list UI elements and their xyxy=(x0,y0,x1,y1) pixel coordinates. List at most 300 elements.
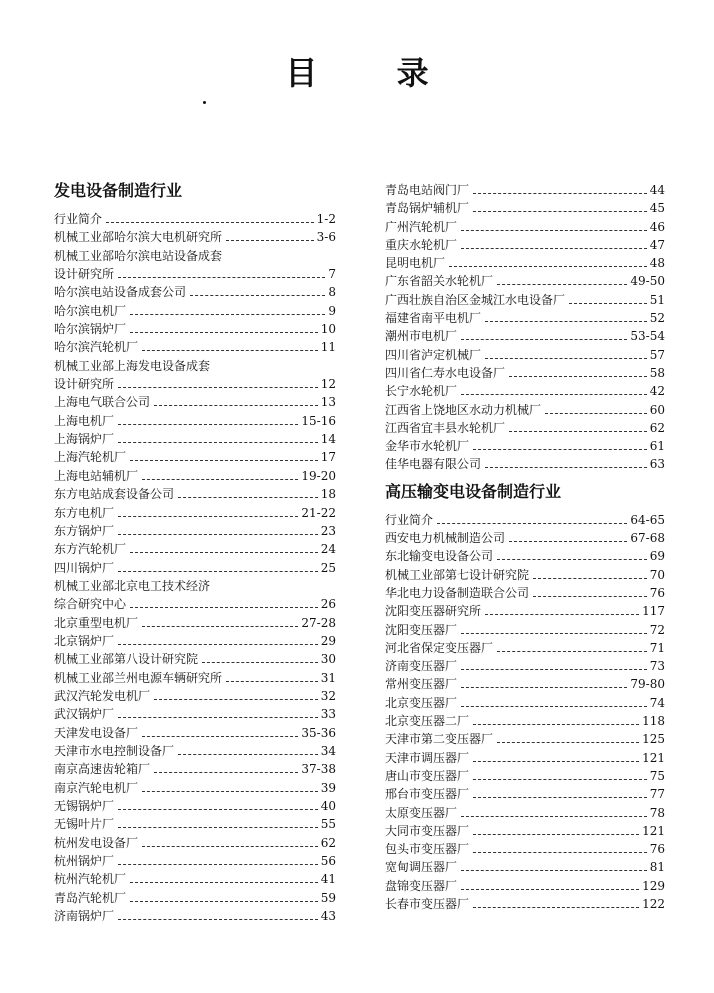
toc-right-column xyxy=(385,181,665,913)
toc-entry-page: 31 xyxy=(320,670,336,685)
toc-entry-page: 73 xyxy=(649,659,665,674)
dot-leader xyxy=(473,852,647,853)
toc-entry xyxy=(385,712,665,730)
toc-entry xyxy=(385,694,665,712)
toc-entry-name: 广西壮族自治区金城江水电设备厂 xyxy=(385,292,566,307)
toc-entry xyxy=(385,621,665,639)
toc-entry xyxy=(385,877,665,895)
dot-leader xyxy=(178,754,318,755)
toc-entry-name: 武汉锅炉厂 xyxy=(54,707,115,722)
toc-entry-name: 行业简介 xyxy=(385,512,434,527)
toc-entry-name: 四川锅炉厂 xyxy=(54,560,115,575)
toc-entry-page: 39 xyxy=(320,780,336,795)
dot-leader xyxy=(178,497,318,498)
toc-entry xyxy=(54,724,336,742)
dot-leader xyxy=(473,779,647,780)
toc-entry-page: 8 xyxy=(328,285,336,300)
toc-entry-name: 东方电站成套设备公司 xyxy=(54,487,175,502)
toc-entry-page: 37-38 xyxy=(301,762,336,777)
dot-leader xyxy=(190,295,325,296)
toc-entry-page: 125 xyxy=(642,732,665,747)
toc-entry-name: 沈阳变压器研究所 xyxy=(385,604,482,619)
dot-leader xyxy=(473,907,639,908)
toc-entry xyxy=(54,614,336,632)
toc-entry xyxy=(54,228,336,246)
dot-leader xyxy=(533,578,647,579)
toc-entry-page: 11 xyxy=(320,340,336,355)
toc-entry-name: 长春市变压器厂 xyxy=(385,896,470,911)
toc-entry-name: 江西省上饶地区水动力机械厂 xyxy=(385,402,542,417)
toc-entry-page: 61 xyxy=(649,439,665,454)
toc-entry xyxy=(54,577,336,595)
toc-entry-page: 58 xyxy=(649,365,665,380)
toc-entry-page: 24 xyxy=(320,542,336,557)
toc-entry-page: 121 xyxy=(642,750,665,765)
toc-entry xyxy=(54,834,336,852)
toc-entry xyxy=(54,870,336,888)
dot-leader xyxy=(118,809,318,810)
toc-entry-name: 金华市水轮机厂 xyxy=(385,439,470,454)
toc-entry-page: 118 xyxy=(642,714,665,729)
toc-entry xyxy=(54,210,336,228)
toc-entry-name: 天津市第二变压器厂 xyxy=(385,732,494,747)
dot-leader xyxy=(142,626,298,627)
dot-leader xyxy=(449,266,647,267)
toc-entry-name: 华北电力设备制造联合公司 xyxy=(385,585,530,600)
toc-entry-name: 杭州发电设备厂 xyxy=(54,835,139,850)
toc-entry xyxy=(54,320,336,338)
dot-leader xyxy=(461,669,647,670)
toc-entry-page: 121 xyxy=(642,823,665,838)
toc-entry-page: 62 xyxy=(649,420,665,435)
toc-entry-page: 71 xyxy=(649,640,665,655)
toc-entry-name: 广州汽轮机厂 xyxy=(385,219,458,234)
toc-entry-page: 79-80 xyxy=(630,677,665,692)
toc-entry xyxy=(385,218,665,236)
toc-entry xyxy=(385,785,665,803)
toc-entry-page: 21-22 xyxy=(301,505,336,520)
toc-entry-page: 76 xyxy=(649,585,665,600)
toc-entry-name: 常州变压器厂 xyxy=(385,677,458,692)
dot-leader xyxy=(118,516,298,517)
toc-entry xyxy=(54,889,336,907)
toc-entry xyxy=(385,529,665,547)
toc-entry-name: 宽甸调压器厂 xyxy=(385,860,458,875)
toc-entry-page: 64-65 xyxy=(630,512,665,527)
dot-leader xyxy=(473,211,647,212)
toc-entry-page: 32 xyxy=(320,688,336,703)
dot-leader xyxy=(130,882,318,883)
toc-entry xyxy=(385,437,665,455)
dot-leader xyxy=(118,644,318,645)
toc-entry xyxy=(54,375,336,393)
dot-leader xyxy=(497,559,647,560)
toc-entry-page: 74 xyxy=(649,695,665,710)
toc-entry xyxy=(54,393,336,411)
toc-entry xyxy=(54,357,336,375)
toc-entry-page: 1-2 xyxy=(316,212,336,226)
toc-entry-name: 江西省宜丰县水轮机厂 xyxy=(385,420,506,435)
toc-entry xyxy=(54,595,336,613)
dot-leader xyxy=(461,248,647,249)
dot-leader xyxy=(473,449,647,450)
toc-entry-name: 无锡锅炉厂 xyxy=(54,799,115,813)
toc-entry-name: 杭州汽轮机厂 xyxy=(54,872,127,887)
dot-leader xyxy=(118,571,318,572)
toc-entry-page: 7 xyxy=(328,267,336,282)
section-heading-power-generation: 发电设备制造行业 xyxy=(54,181,183,200)
toc-entry-name: 北京变压器厂 xyxy=(385,695,458,710)
toc-entry-page: 69 xyxy=(649,549,665,564)
toc-list-transmission xyxy=(385,511,665,914)
toc-entry xyxy=(54,338,336,356)
toc-entry-name: 四川省仁寿水电设备厂 xyxy=(385,365,506,380)
toc-entry xyxy=(54,815,336,833)
dot-leader xyxy=(461,816,647,817)
toc-entry xyxy=(385,657,665,675)
toc-entry xyxy=(54,412,336,430)
toc-entry-page: 63 xyxy=(649,457,665,472)
dot-leader xyxy=(497,284,627,285)
toc-entry xyxy=(385,639,665,657)
toc-entry xyxy=(54,779,336,797)
toc-entry-page: 18 xyxy=(320,487,336,502)
toc-entry xyxy=(54,540,336,558)
dot-leader xyxy=(130,332,318,333)
toc-entry xyxy=(54,283,336,301)
dot-leader xyxy=(142,350,318,351)
toc-entry-name: 昆明电机厂 xyxy=(385,256,446,271)
toc-entry-page: 55 xyxy=(320,817,336,832)
toc-entry-name: 佳华电器有限公司 xyxy=(385,457,482,472)
toc-entry-page: 40 xyxy=(320,799,336,813)
dot-leader xyxy=(473,797,647,798)
toc-entry-name: 天津市调压器厂 xyxy=(385,750,470,765)
toc-entry xyxy=(54,687,336,705)
toc-left-column xyxy=(54,180,336,925)
dot-leader xyxy=(485,358,647,359)
dot-leader xyxy=(461,870,647,871)
toc-entry-page: 122 xyxy=(642,896,665,911)
toc-entry-page: 57 xyxy=(649,347,665,362)
toc-entry-page: 27-28 xyxy=(301,615,336,630)
toc-entry-page: 26 xyxy=(320,597,336,612)
dot-leader xyxy=(118,827,318,828)
toc-entry xyxy=(54,742,336,760)
toc-entry-page: 10 xyxy=(320,322,336,337)
toc-entry-name: 东方锅炉厂 xyxy=(54,523,115,538)
dot-leader xyxy=(130,460,318,461)
toc-entry-page: 77 xyxy=(649,787,665,802)
toc-entry-name: 哈尔滨电机厂 xyxy=(54,303,127,318)
toc-entry-name: 上海电站辅机厂 xyxy=(54,468,139,483)
toc-entry xyxy=(385,511,665,529)
dot-leader xyxy=(461,889,639,890)
toc-entry-page: 29 xyxy=(320,633,336,648)
toc-entry-name: 上海锅炉厂 xyxy=(54,432,115,447)
toc-list-power-generation-continued xyxy=(385,181,665,474)
toc-entry-page: 47 xyxy=(649,237,665,252)
dot-leader xyxy=(118,424,298,425)
toc-entry-name: 邢台市变压器厂 xyxy=(385,787,470,802)
toc-entry xyxy=(385,840,665,858)
dot-leader xyxy=(473,724,639,725)
dot-leader xyxy=(130,901,318,902)
toc-entry-name: 广东省韶关水轮机厂 xyxy=(385,274,494,289)
toc-entry xyxy=(385,254,665,272)
toc-entry xyxy=(54,705,336,723)
dot-leader xyxy=(118,864,318,865)
toc-entry-page: 19-20 xyxy=(301,468,336,483)
dot-leader xyxy=(461,339,627,340)
toc-entry-name: 天津发电设备厂 xyxy=(54,725,139,740)
toc-entry-name: 南京高速齿轮箱厂 xyxy=(54,762,151,777)
toc-entry-name: 综合研究中心 xyxy=(54,597,127,612)
toc-entry-page: 12 xyxy=(320,377,336,392)
toc-entry xyxy=(385,602,665,620)
toc-entry-page: 60 xyxy=(649,402,665,417)
dot-leader xyxy=(485,321,647,322)
toc-entry xyxy=(385,566,665,584)
toc-entry-page: 72 xyxy=(649,622,665,637)
toc-entry-name: 机械工业部哈尔滨电站设备成套 xyxy=(54,248,223,263)
toc-entry xyxy=(54,430,336,448)
toc-entry-page: 34 xyxy=(320,743,336,758)
toc-entry xyxy=(54,504,336,522)
toc-entry-page: 30 xyxy=(320,652,336,667)
toc-entry xyxy=(54,669,336,687)
toc-entry xyxy=(54,852,336,870)
toc-entry-page: 33 xyxy=(320,707,336,722)
ink-dot xyxy=(203,101,206,104)
toc-entry-name: 河北省保定变压器厂 xyxy=(385,640,494,655)
dot-leader xyxy=(226,681,318,682)
dot-leader xyxy=(509,431,647,432)
dot-leader xyxy=(497,651,647,652)
toc-entry-name: 机械工业部上海发电设备成套 xyxy=(54,358,211,373)
toc-entry-page: 9 xyxy=(328,303,336,318)
toc-entry xyxy=(385,675,665,693)
toc-entry xyxy=(385,455,665,473)
dot-leader xyxy=(106,222,314,223)
toc-entry-name: 盘锦变压器厂 xyxy=(385,878,458,893)
toc-entry-name: 太原变压器厂 xyxy=(385,805,458,820)
toc-entry-name: 设计研究所 xyxy=(54,377,115,392)
toc-entry xyxy=(385,382,665,400)
toc-entry-page: 76 xyxy=(649,842,665,857)
toc-entry xyxy=(54,559,336,577)
toc-entry xyxy=(385,767,665,785)
toc-entry-page: 3-6 xyxy=(316,230,336,245)
toc-entry-page: 81 xyxy=(649,860,665,875)
toc-list-power-generation xyxy=(54,210,336,925)
toc-entry xyxy=(385,419,665,437)
toc-entry-name: 东方电机厂 xyxy=(54,505,115,520)
dot-leader xyxy=(545,413,647,414)
toc-entry xyxy=(385,346,665,364)
toc-entry-name: 机械工业部北京电工技术经济 xyxy=(54,578,211,593)
dot-leader xyxy=(497,742,639,743)
toc-entry xyxy=(385,858,665,876)
toc-entry-name: 青岛电站阀门厂 xyxy=(385,183,470,197)
dot-leader xyxy=(202,662,318,663)
toc-entry-name: 北京变压器二厂 xyxy=(385,714,470,729)
dot-leader xyxy=(509,376,647,377)
toc-entry-page: 49-50 xyxy=(630,274,665,289)
dot-leader xyxy=(142,846,318,847)
toc-entry-name: 行业简介 xyxy=(54,212,103,226)
toc-entry-name: 上海汽轮机厂 xyxy=(54,450,127,465)
dot-leader xyxy=(533,596,647,597)
dot-leader xyxy=(226,240,314,241)
toc-entry xyxy=(54,448,336,466)
dot-leader xyxy=(461,633,647,634)
toc-entry-name: 包头市变压器厂 xyxy=(385,842,470,857)
toc-entry xyxy=(54,265,336,283)
dot-leader xyxy=(130,552,318,553)
toc-entry xyxy=(54,632,336,650)
toc-entry xyxy=(385,547,665,565)
toc-entry-page: 23 xyxy=(320,523,336,538)
toc-entry-name: 杭州锅炉厂 xyxy=(54,854,115,869)
toc-entry-name: 哈尔滨电站设备成套公司 xyxy=(54,285,187,300)
toc-entry xyxy=(385,309,665,327)
toc-entry-name: 哈尔滨汽轮机厂 xyxy=(54,340,139,355)
toc-entry-name: 青岛汽轮机厂 xyxy=(54,890,127,905)
toc-entry xyxy=(385,584,665,602)
toc-entry-page: 117 xyxy=(642,604,665,619)
toc-entry-name: 大同市变压器厂 xyxy=(385,823,470,838)
dot-leader xyxy=(485,614,639,615)
toc-entry-name: 重庆水轮机厂 xyxy=(385,237,458,252)
toc-entry xyxy=(385,895,665,913)
toc-entry-page: 62 xyxy=(320,835,336,850)
toc-entry xyxy=(385,730,665,748)
dot-leader xyxy=(118,717,318,718)
dot-leader xyxy=(142,736,298,737)
dot-leader xyxy=(118,387,318,388)
toc-entry xyxy=(385,822,665,840)
dot-leader xyxy=(509,541,627,542)
toc-entry xyxy=(54,522,336,540)
toc-entry-name: 武汉汽轮发电机厂 xyxy=(54,688,151,703)
toc-entry-name: 机械工业部兰州电源车辆研究所 xyxy=(54,670,223,685)
toc-entry-page: 45 xyxy=(649,201,665,216)
toc-entry-page: 35-36 xyxy=(301,725,336,740)
toc-entry-name: 沈阳变压器厂 xyxy=(385,622,458,637)
toc-entry-name: 机械工业部第八设计研究院 xyxy=(54,652,199,667)
toc-entry-page: 41 xyxy=(320,872,336,887)
toc-entry xyxy=(54,302,336,320)
toc-entry xyxy=(385,401,665,419)
toc-entry-name: 机械工业部第七设计研究院 xyxy=(385,567,530,582)
dot-leader xyxy=(473,761,639,762)
toc-entry-page: 78 xyxy=(649,805,665,820)
toc-entry xyxy=(54,907,336,925)
toc-entry-name: 设计研究所 xyxy=(54,267,115,282)
toc-entry-name: 上海电机厂 xyxy=(54,413,115,428)
dot-leader xyxy=(154,699,318,700)
toc-entry-name: 四川省泸定机械厂 xyxy=(385,347,482,362)
dot-leader xyxy=(118,919,318,920)
toc-entry xyxy=(385,804,665,822)
toc-entry-name: 唐山市变压器厂 xyxy=(385,768,470,783)
toc-entry-page: 59 xyxy=(320,890,336,905)
toc-entry-page: 56 xyxy=(320,854,336,869)
toc-entry xyxy=(385,236,665,254)
toc-entry-page: 14 xyxy=(320,432,336,447)
toc-entry xyxy=(54,797,336,815)
toc-entry-page: 46 xyxy=(649,219,665,234)
toc-entry-page: 70 xyxy=(649,567,665,582)
page-title: 目 录 xyxy=(285,54,463,92)
toc-entry xyxy=(385,749,665,767)
toc-entry xyxy=(54,247,336,265)
toc-entry-name: 北京重型电机厂 xyxy=(54,615,139,630)
toc-entry-name: 长宁水轮机厂 xyxy=(385,384,458,399)
toc-entry-name: 青岛锅炉辅机厂 xyxy=(385,201,470,216)
toc-entry-page: 15-16 xyxy=(301,413,336,428)
toc-entry-name: 上海电气联合公司 xyxy=(54,395,151,410)
dot-leader xyxy=(461,706,647,707)
toc-entry-page: 52 xyxy=(649,311,665,326)
dot-leader xyxy=(569,303,647,304)
dot-leader xyxy=(437,523,627,524)
dot-leader xyxy=(473,834,639,835)
toc-entry xyxy=(385,327,665,345)
toc-entry-name: 东北输变电设备公司 xyxy=(385,549,494,564)
toc-entry-name: 天津市水电控制设备厂 xyxy=(54,743,175,758)
dot-leader xyxy=(485,467,647,468)
toc-entry xyxy=(385,364,665,382)
toc-entry-name: 无锡叶片厂 xyxy=(54,817,115,832)
toc-entry-name: 潮州市电机厂 xyxy=(385,329,458,344)
toc-entry-page: 129 xyxy=(642,878,665,893)
toc-entry-page: 17 xyxy=(320,450,336,465)
toc-entry-name: 机械工业部哈尔滨大电机研究所 xyxy=(54,230,223,245)
dot-leader xyxy=(473,193,647,194)
dot-leader xyxy=(461,687,627,688)
dot-leader xyxy=(130,607,318,608)
toc-entry-name: 哈尔滨锅炉厂 xyxy=(54,322,127,337)
toc-entry-page: 75 xyxy=(649,768,665,783)
toc-entry xyxy=(54,467,336,485)
toc-entry xyxy=(54,485,336,503)
dot-leader xyxy=(130,314,325,315)
dot-leader xyxy=(142,479,298,480)
dot-leader xyxy=(154,405,318,406)
toc-entry xyxy=(54,760,336,778)
toc-entry-name: 济南变压器厂 xyxy=(385,659,458,674)
toc-entry xyxy=(385,199,665,217)
toc-entry xyxy=(385,181,665,199)
toc-entry-name: 东方汽轮机厂 xyxy=(54,542,127,557)
toc-entry-page: 25 xyxy=(320,560,336,575)
toc-entry xyxy=(54,650,336,668)
dot-leader xyxy=(154,772,298,773)
toc-entry-page: 67-68 xyxy=(630,531,665,546)
dot-leader xyxy=(118,442,318,443)
section-heading-transmission: 高压输变电设备制造行业 xyxy=(385,481,562,501)
toc-entry-name: 济南锅炉厂 xyxy=(54,909,115,924)
dot-leader xyxy=(118,534,318,535)
toc-entry-name: 西安电力机械制造公司 xyxy=(385,531,506,546)
dot-leader xyxy=(461,230,647,231)
toc-entry-name: 北京锅炉厂 xyxy=(54,633,115,648)
toc-entry xyxy=(385,272,665,290)
toc-entry-page: 53-54 xyxy=(630,329,665,344)
dot-leader xyxy=(118,277,325,278)
